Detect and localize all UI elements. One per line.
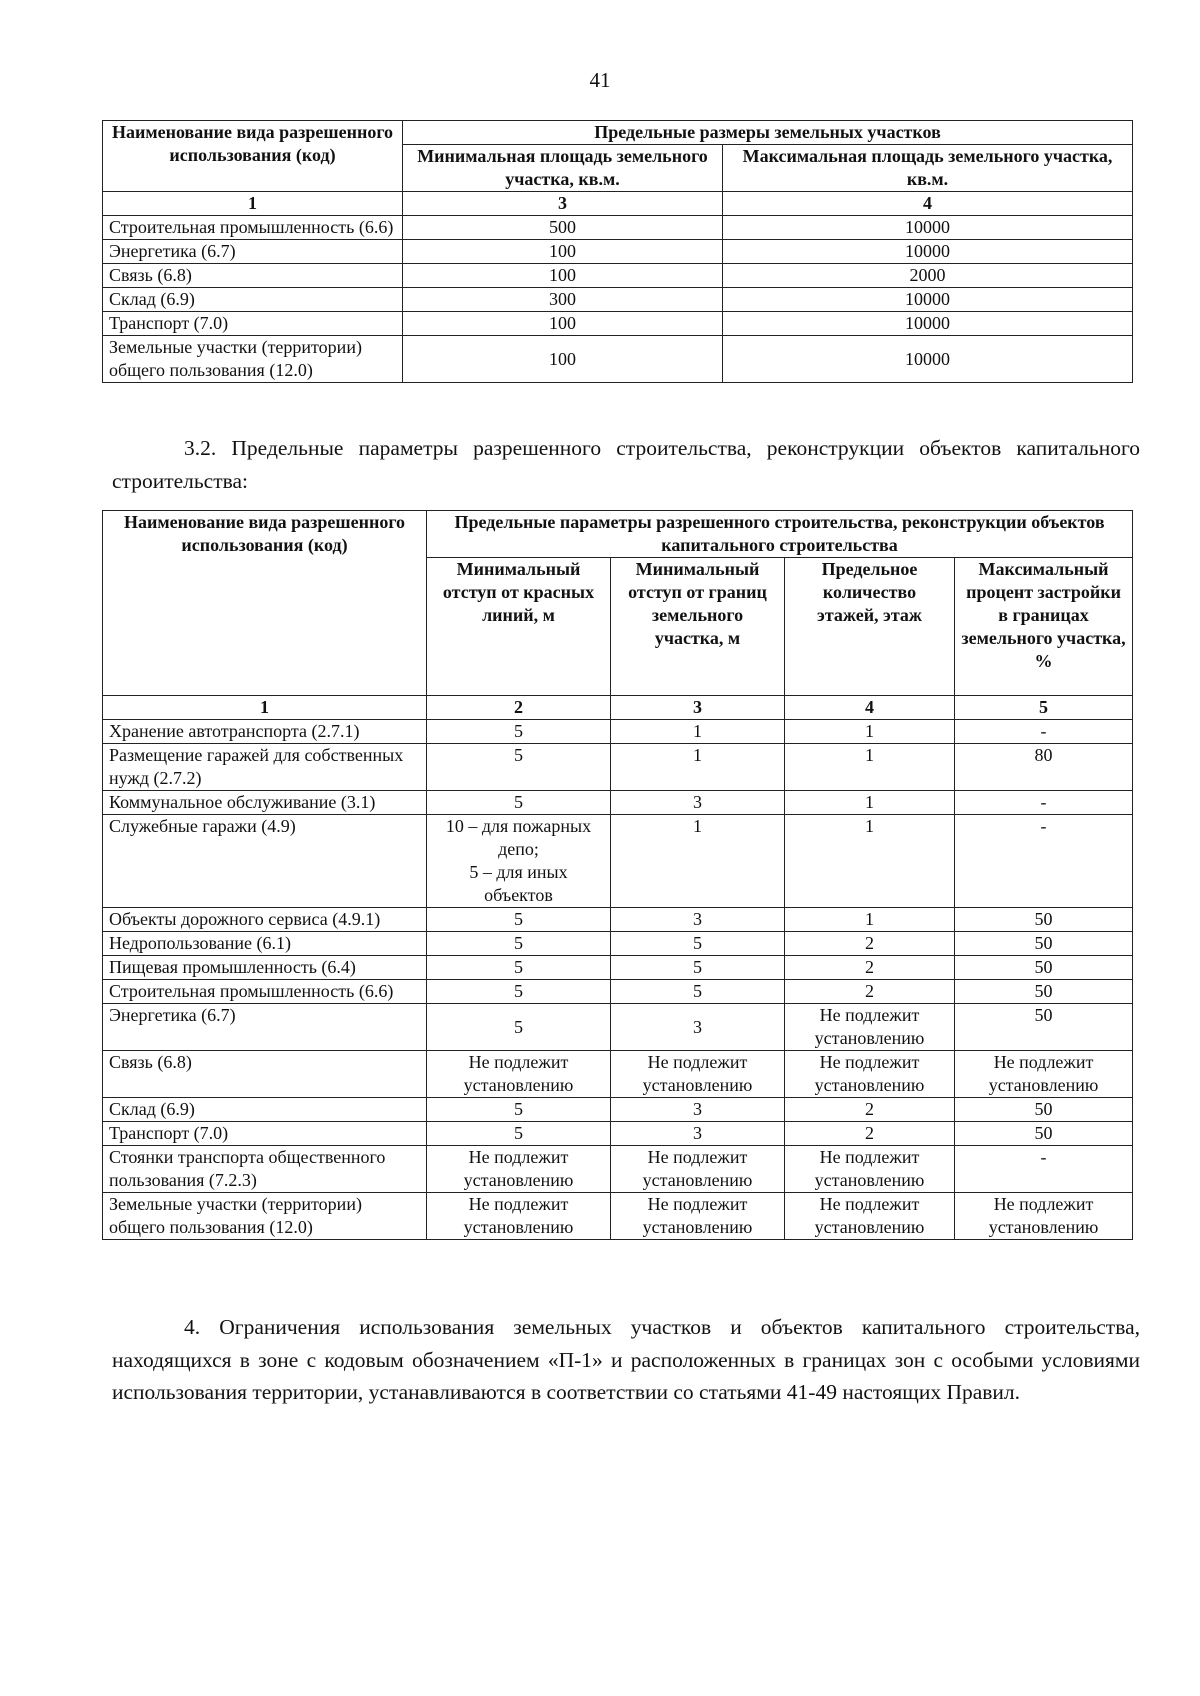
boundary-setback-cell: Не подлежит установлению (611, 1193, 785, 1240)
column-group-header: Предельные размеры земельных участков (403, 121, 1133, 145)
table-row (103, 216, 1133, 240)
section-paragraph: 3.2. Предельные параметры разрешенного строительства, реконструкции объектов капитального строительства: (112, 436, 1140, 493)
boundary-setback-cell: 3 (611, 1098, 785, 1122)
floor-limit-cell: 1 (785, 815, 955, 908)
max-coverage-cell: - (955, 720, 1133, 744)
table-row (103, 312, 1133, 336)
row-name: Энергетика (6.7) (103, 240, 403, 264)
min-area-cell: 300 (403, 288, 723, 312)
row-name: Транспорт (7.0) (103, 1122, 427, 1146)
red-line-setback-cell: 5 (427, 908, 611, 932)
floor-limit-cell: 2 (785, 980, 955, 1004)
row-name: Стоянки транспорта общественного пользования (7.2.3) (103, 1146, 427, 1193)
construction-parameters-table (102, 510, 1133, 1240)
column-number: 3 (403, 192, 723, 216)
row-name: Хранение автотранспорта (2.7.1) (103, 720, 427, 744)
table-row (103, 1098, 1133, 1122)
row-name: Склад (6.9) (103, 288, 403, 312)
table-row (103, 1193, 1133, 1240)
table-row (103, 744, 1133, 791)
floor-limit-cell: 1 (785, 791, 955, 815)
floor-limit-cell: Не подлежит установлению (785, 1146, 955, 1193)
table-row (103, 1004, 1133, 1051)
column-header-max-area: Максимальная площадь земельного участка, кв.м. (723, 145, 1133, 192)
table-row (103, 956, 1133, 980)
table-header-row (103, 121, 1133, 145)
row-name: Объекты дорожного сервиса (4.9.1) (103, 908, 427, 932)
row-name: Связь (6.8) (103, 1051, 427, 1098)
boundary-setback-cell: Не подлежит установлению (611, 1051, 785, 1098)
red-line-setback-cell: 5 (427, 720, 611, 744)
max-area-cell: 10000 (723, 312, 1133, 336)
min-area-cell: 100 (403, 336, 723, 383)
column-number: 2 (427, 696, 611, 720)
max-area-cell: 10000 (723, 240, 1133, 264)
boundary-setback-cell: 1 (611, 720, 785, 744)
red-line-setback-cell: 5 (427, 1004, 611, 1051)
column-number-row (103, 696, 1133, 720)
boundary-setback-cell: 5 (611, 980, 785, 1004)
row-name: Земельные участки (территории) общего пользования (12.0) (103, 336, 403, 383)
restrictions-paragraph: 4. Ограничения использования земельных участков и объектов капитального строительства, находящихся в зоне с кодовым обозначением «П-1» и расположенных в границах зон с особыми условиями использования территории, устанавливаются в соответствии со статьями 41-49 настоящих Правил. (112, 1315, 1140, 1404)
red-line-setback-cell: 5 (427, 791, 611, 815)
floor-limit-cell: 1 (785, 720, 955, 744)
boundary-setback-cell: 3 (611, 1122, 785, 1146)
max-area-cell: 10000 (723, 288, 1133, 312)
min-area-cell: 500 (403, 216, 723, 240)
max-area-cell: 10000 (723, 216, 1133, 240)
red-line-setback-cell: Не подлежит установлению (427, 1146, 611, 1193)
row-name: Служебные гаражи (4.9) (103, 815, 427, 908)
max-coverage-cell: - (955, 791, 1133, 815)
floor-limit-cell: 1 (785, 744, 955, 791)
table-row (103, 240, 1133, 264)
row-name: Коммунальное обслуживание (3.1) (103, 791, 427, 815)
row-name: Строительная промышленность (6.6) (103, 980, 427, 1004)
column-number: 4 (723, 192, 1133, 216)
max-coverage-cell: 50 (955, 932, 1133, 956)
table-row (103, 791, 1133, 815)
red-line-setback-cell: 5 (427, 1122, 611, 1146)
max-coverage-cell: 80 (955, 744, 1133, 791)
red-line-setback-cell (427, 815, 611, 908)
page-number: 41 (589, 68, 611, 92)
row-name: Связь (6.8) (103, 264, 403, 288)
column-number: 3 (611, 696, 785, 720)
max-coverage-cell: Не подлежит установлению (955, 1051, 1133, 1098)
floor-limit-cell: Не подлежит установлению (785, 1051, 955, 1098)
boundary-setback-cell: 5 (611, 932, 785, 956)
floor-limit-cell: Не подлежит установлению (785, 1193, 955, 1240)
table-row (103, 980, 1133, 1004)
column-header-max-coverage: Максимальный процент застройки в границах земельного участка, % (955, 558, 1133, 696)
max-coverage-cell: - (955, 1146, 1133, 1193)
max-coverage-cell: 50 (955, 1004, 1133, 1051)
red-line-setback-cell: 5 (427, 744, 611, 791)
row-name: Строительная промышленность (6.6) (103, 216, 403, 240)
column-number-row (103, 192, 1133, 216)
column-number: 5 (955, 696, 1133, 720)
column-header-name: Наименование вида разрешенного использования (код) (103, 511, 427, 696)
row-name: Земельные участки (территории) общего пользования (12.0) (103, 1193, 427, 1240)
row-name: Пищевая промышленность (6.4) (103, 956, 427, 980)
max-coverage-cell: 50 (955, 1098, 1133, 1122)
column-header-floor-limit: Предельное количество этажей, этаж (785, 558, 955, 696)
setback-note-other-objects: 5 – для иных объектов (469, 862, 568, 905)
row-name: Размещение гаражей для собственных нужд (2.7.2) (103, 744, 427, 791)
column-header-red-line-setback: Минимальный отступ от красных линий, м (427, 558, 611, 696)
max-coverage-cell: 50 (955, 956, 1133, 980)
boundary-setback-cell: Не подлежит установлению (611, 1146, 785, 1193)
floor-limit-cell: 2 (785, 956, 955, 980)
max-area-cell: 10000 (723, 336, 1133, 383)
table-header-row (103, 511, 1133, 558)
column-number: 1 (103, 192, 403, 216)
boundary-setback-cell: 3 (611, 1004, 785, 1051)
table-row (103, 1146, 1133, 1193)
max-coverage-cell: 50 (955, 1122, 1133, 1146)
column-number: 4 (785, 696, 955, 720)
table-row (103, 1122, 1133, 1146)
row-name: Транспорт (7.0) (103, 312, 403, 336)
floor-limit-cell: 1 (785, 908, 955, 932)
red-line-setback-cell: 5 (427, 980, 611, 1004)
boundary-setback-cell: 1 (611, 744, 785, 791)
row-name: Склад (6.9) (103, 1098, 427, 1122)
boundary-setback-cell: 1 (611, 815, 785, 908)
max-coverage-cell: - (955, 815, 1133, 908)
column-header-min-area: Минимальная площадь земельного участка, кв.м. (403, 145, 723, 192)
boundary-setback-cell: 3 (611, 791, 785, 815)
table-row (103, 336, 1133, 383)
table-row (103, 264, 1133, 288)
max-coverage-cell: 50 (955, 908, 1133, 932)
red-line-setback-cell: Не подлежит установлению (427, 1193, 611, 1240)
table-row (103, 908, 1133, 932)
table-row (103, 720, 1133, 744)
row-name: Недропользование (6.1) (103, 932, 427, 956)
red-line-setback-cell: 5 (427, 1098, 611, 1122)
min-area-cell: 100 (403, 312, 723, 336)
max-coverage-cell: 50 (955, 980, 1133, 1004)
red-line-setback-cell: 5 (427, 956, 611, 980)
table-row (103, 932, 1133, 956)
column-header-name: Наименование вида разрешенного использования (код) (103, 121, 403, 192)
floor-limit-cell: Не подлежит установлению (785, 1004, 955, 1051)
table-row (103, 815, 1133, 908)
boundary-setback-cell: 3 (611, 908, 785, 932)
land-plot-size-table (102, 120, 1133, 383)
red-line-setback-cell: Не подлежит установлению (427, 1051, 611, 1098)
max-area-cell: 2000 (723, 264, 1133, 288)
boundary-setback-cell: 5 (611, 956, 785, 980)
column-number: 1 (103, 696, 427, 720)
floor-limit-cell: 2 (785, 1122, 955, 1146)
setback-note-fire-depot: 10 – для пожарных депо; (445, 816, 592, 859)
table-row (103, 1051, 1133, 1098)
min-area-cell: 100 (403, 240, 723, 264)
table-row (103, 288, 1133, 312)
min-area-cell: 100 (403, 264, 723, 288)
red-line-setback-cell: 5 (427, 932, 611, 956)
column-header-boundary-setback: Минимальный отступ от границ земельного участка, м (611, 558, 785, 696)
row-name: Энергетика (6.7) (103, 1004, 427, 1051)
floor-limit-cell: 2 (785, 932, 955, 956)
column-group-header: Предельные параметры разрешенного строительства, реконструкции объектов капитального строительства (427, 511, 1133, 558)
max-coverage-cell: Не подлежит установлению (955, 1193, 1133, 1240)
floor-limit-cell: 2 (785, 1098, 955, 1122)
